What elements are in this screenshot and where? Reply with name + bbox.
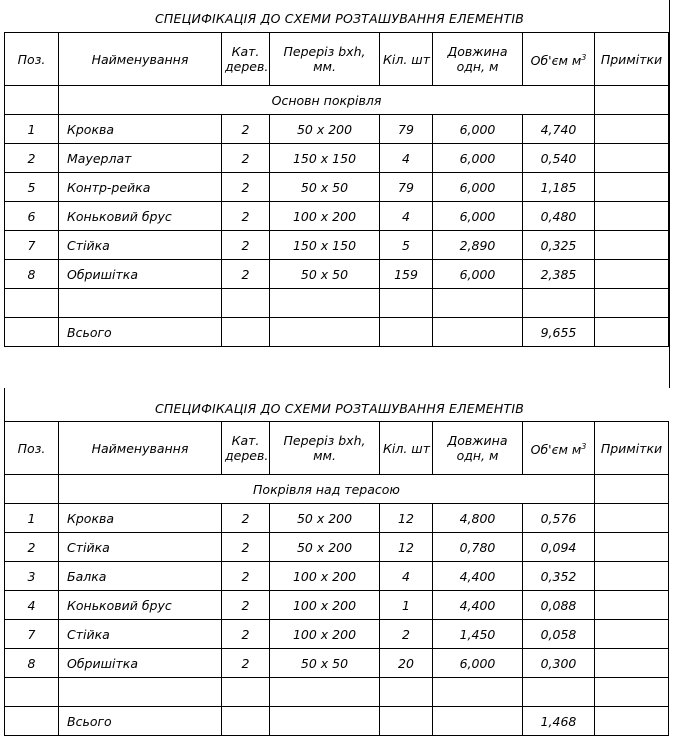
cell-qty: 12	[380, 533, 433, 562]
cell-notes	[595, 144, 669, 173]
header-cat: Кат. дерев.	[222, 33, 270, 86]
cell-volume: 2,385	[523, 260, 595, 289]
cell-pos: 6	[5, 202, 59, 231]
table-row	[5, 591, 669, 620]
cell	[380, 318, 433, 347]
cell-name: Кроква	[59, 115, 222, 144]
cell	[5, 707, 59, 736]
cell-notes	[595, 173, 669, 202]
cell	[270, 318, 380, 347]
cell-notes	[595, 562, 669, 591]
cell	[5, 318, 59, 347]
header-section: Переріз bxh, мм.	[270, 422, 380, 475]
table-row	[5, 202, 669, 231]
cell-qty: 12	[380, 504, 433, 533]
cell	[433, 318, 523, 347]
cell-notes	[595, 202, 669, 231]
cell	[270, 678, 380, 707]
cell-volume: 0,540	[523, 144, 595, 173]
table-header-row	[5, 422, 669, 475]
table-row	[5, 562, 669, 591]
cell-notes	[595, 533, 669, 562]
cell-qty: 1	[380, 591, 433, 620]
cell-notes	[595, 620, 669, 649]
cell-length: 4,800	[433, 504, 523, 533]
table-row	[5, 173, 669, 202]
cell-pos: 2	[5, 144, 59, 173]
cell-section: 150 x 150	[270, 144, 380, 173]
cell	[5, 289, 59, 318]
cell-pos: 2	[5, 533, 59, 562]
spec-title-2: СПЕЦИФІКАЦІЯ ДО СХЕМИ РОЗТАШУВАННЯ ЕЛЕМЕНТІВ	[155, 401, 524, 416]
cell-section: 50 x 200	[270, 504, 380, 533]
header-pos: Поз.	[5, 422, 59, 475]
cell-cat: 2	[222, 144, 270, 173]
header-notes: Примітки	[595, 422, 669, 475]
cell-section: 100 x 200	[270, 591, 380, 620]
header-volume-sup: 3	[581, 441, 587, 451]
cell	[59, 289, 222, 318]
cell-section: 100 x 200	[270, 562, 380, 591]
header-volume-sup: 3	[581, 52, 587, 62]
cell-notes	[595, 260, 669, 289]
cell-pos: 8	[5, 260, 59, 289]
cell-qty: 2	[380, 620, 433, 649]
cell	[433, 678, 523, 707]
cell-pos: 1	[5, 115, 59, 144]
cell	[433, 707, 523, 736]
cell-name: Стійка	[59, 620, 222, 649]
section-row	[5, 475, 669, 504]
cell-length: 6,000	[433, 144, 523, 173]
cell-name: Кроква	[59, 504, 222, 533]
cell	[270, 707, 380, 736]
cell-volume: 4,740	[523, 115, 595, 144]
cell-volume: 0,480	[523, 202, 595, 231]
cell-cat: 2	[222, 504, 270, 533]
cell-length: 2,890	[433, 231, 523, 260]
cell	[380, 707, 433, 736]
cell-length: 6,000	[433, 260, 523, 289]
table-body	[5, 504, 669, 678]
cell	[433, 289, 523, 318]
cell-cat: 2	[222, 260, 270, 289]
cell	[270, 289, 380, 318]
cell-qty: 79	[380, 173, 433, 202]
cell	[222, 289, 270, 318]
section-notes-cell	[595, 86, 669, 115]
cell-qty: 4	[380, 144, 433, 173]
cell-cat: 2	[222, 533, 270, 562]
cell-cat: 2	[222, 562, 270, 591]
spec-table-1	[4, 32, 669, 347]
cell-length: 6,000	[433, 173, 523, 202]
cell-pos: 5	[5, 173, 59, 202]
table-row	[5, 115, 669, 144]
cell-name: Балка	[59, 562, 222, 591]
cell-pos: 4	[5, 591, 59, 620]
cell	[595, 318, 669, 347]
cell-name: Коньковий брус	[59, 591, 222, 620]
cell-pos: 8	[5, 649, 59, 678]
table-header-row	[5, 33, 669, 86]
cell-cat: 2	[222, 202, 270, 231]
section-title: Покрівля над терасою	[59, 475, 595, 504]
cell-notes	[595, 591, 669, 620]
table-row	[5, 649, 669, 678]
cell-length: 6,000	[433, 115, 523, 144]
table-body	[5, 115, 669, 289]
cell-length: 4,400	[433, 562, 523, 591]
cell-volume: 0,325	[523, 231, 595, 260]
spec-table-2	[4, 421, 669, 736]
cell-volume: 0,576	[523, 504, 595, 533]
frame-line-right	[669, 0, 670, 388]
header-qty: Кіл. шт	[380, 33, 433, 86]
cell	[380, 678, 433, 707]
cell-name: Контр-рейка	[59, 173, 222, 202]
header-volume	[523, 33, 595, 86]
cell	[595, 707, 669, 736]
cell-notes	[595, 231, 669, 260]
table-row	[5, 504, 669, 533]
cell-section: 150 x 150	[270, 231, 380, 260]
section-notes-cell	[595, 475, 669, 504]
empty-row	[5, 289, 669, 318]
section-empty-cell	[5, 86, 59, 115]
cell-cat: 2	[222, 231, 270, 260]
cell-cat: 2	[222, 649, 270, 678]
cell-qty: 79	[380, 115, 433, 144]
cell-name: Мауерлат	[59, 144, 222, 173]
cell-section: 50 x 50	[270, 260, 380, 289]
cell	[222, 678, 270, 707]
header-name: Найменування	[59, 422, 222, 475]
cell-cat: 2	[222, 173, 270, 202]
cell	[380, 289, 433, 318]
total-row	[5, 318, 669, 347]
empty-row	[5, 678, 669, 707]
cell-name: Обришітка	[59, 260, 222, 289]
cell-volume: 0,058	[523, 620, 595, 649]
cell	[523, 678, 595, 707]
header-name: Найменування	[59, 33, 222, 86]
cell-pos: 7	[5, 231, 59, 260]
table-row	[5, 620, 669, 649]
cell	[595, 289, 669, 318]
cell	[5, 678, 59, 707]
header-section: Переріз bxh, мм.	[270, 33, 380, 86]
cell	[523, 289, 595, 318]
cell-name: Стійка	[59, 231, 222, 260]
total-volume: 9,655	[523, 318, 595, 347]
header-volume	[523, 422, 595, 475]
spec-title-1: СПЕЦИФІКАЦІЯ ДО СХЕМИ РОЗТАШУВАННЯ ЕЛЕМЕНТІВ	[155, 11, 524, 26]
cell-name: Стійка	[59, 533, 222, 562]
table-row	[5, 533, 669, 562]
cell-volume: 0,094	[523, 533, 595, 562]
header-cat: Кат. дерев.	[222, 422, 270, 475]
cell	[59, 678, 222, 707]
header-qty: Кіл. шт	[380, 422, 433, 475]
header-length: Довжина одн, м	[433, 33, 523, 86]
cell-volume: 0,352	[523, 562, 595, 591]
cell	[222, 707, 270, 736]
cell-notes	[595, 649, 669, 678]
table-row	[5, 260, 669, 289]
cell-qty: 159	[380, 260, 433, 289]
header-length: Довжина одн, м	[433, 422, 523, 475]
cell-length: 4,400	[433, 591, 523, 620]
table-row	[5, 144, 669, 173]
cell-qty: 20	[380, 649, 433, 678]
cell-pos: 3	[5, 562, 59, 591]
cell-section: 50 x 200	[270, 533, 380, 562]
cell-qty: 4	[380, 202, 433, 231]
cell-section: 100 x 200	[270, 620, 380, 649]
cell-name: Обришітка	[59, 649, 222, 678]
cell-volume: 0,300	[523, 649, 595, 678]
table-row	[5, 231, 669, 260]
cell-cat: 2	[222, 591, 270, 620]
cell-cat: 2	[222, 115, 270, 144]
total-label: Всього	[59, 707, 222, 736]
cell-qty: 5	[380, 231, 433, 260]
total-volume: 1,468	[523, 707, 595, 736]
header-notes: Примітки	[595, 33, 669, 86]
cell-length: 1,450	[433, 620, 523, 649]
cell-length: 0,780	[433, 533, 523, 562]
cell-name: Коньковий брус	[59, 202, 222, 231]
cell-cat: 2	[222, 620, 270, 649]
cell-pos: 7	[5, 620, 59, 649]
cell-pos: 1	[5, 504, 59, 533]
cell-volume: 1,185	[523, 173, 595, 202]
cell-notes	[595, 504, 669, 533]
cell-section: 50 x 200	[270, 115, 380, 144]
total-row	[5, 707, 669, 736]
cell-length: 6,000	[433, 202, 523, 231]
header-volume-text: Об'єм м	[530, 53, 582, 69]
section-title: Основн покрівля	[59, 86, 595, 115]
header-volume-text: Об'єм м	[530, 442, 582, 458]
cell-section: 100 x 200	[270, 202, 380, 231]
cell-section: 50 x 50	[270, 173, 380, 202]
cell-section: 50 x 50	[270, 649, 380, 678]
section-row	[5, 86, 669, 115]
cell	[595, 678, 669, 707]
cell-volume: 0,088	[523, 591, 595, 620]
section-empty-cell	[5, 475, 59, 504]
header-pos: Поз.	[5, 33, 59, 86]
cell-notes	[595, 115, 669, 144]
total-label: Всього	[59, 318, 222, 347]
cell-qty: 4	[380, 562, 433, 591]
cell	[222, 318, 270, 347]
cell-length: 6,000	[433, 649, 523, 678]
